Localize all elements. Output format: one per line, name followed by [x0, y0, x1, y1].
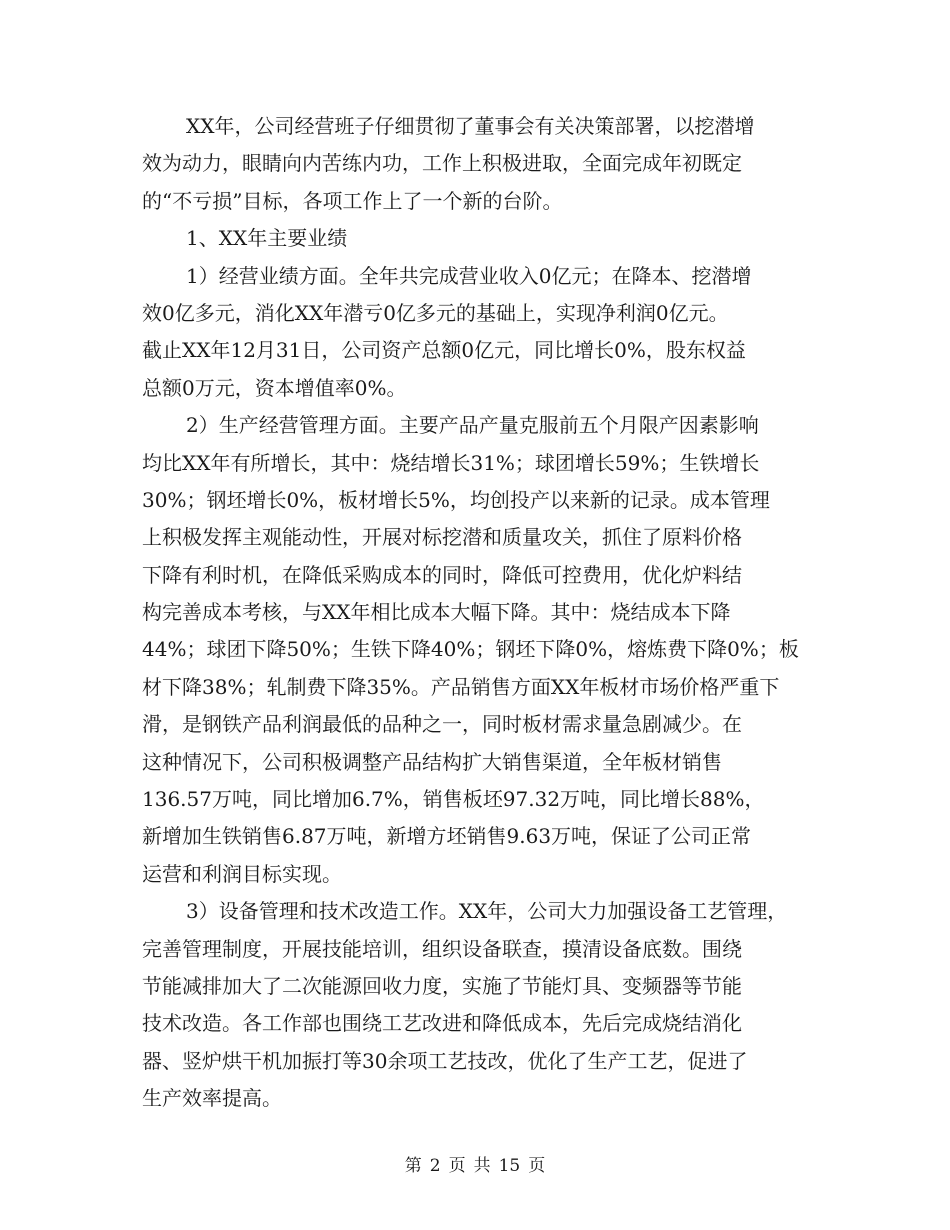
text-line: 这种情况下，公司积极调整产品结构扩大销售渠道，全年板材销售 [142, 749, 722, 774]
text-line: 截止XX年12月31日，公司资产总额0亿元，同比增长0%，股东权益 [142, 338, 746, 363]
text-line: 3）设备管理和技术改造工作。XX年，公司大力加强设备工艺管理， [186, 899, 788, 924]
text-line: 136.57万吨，同比增加6.7%，销售板坯97.32万吨，同比增长88%， [142, 787, 765, 812]
text-line: 均比XX年有所增长，其中：烧结增长31%；球团增长59%；生铁增长 [142, 450, 760, 475]
document-body [142, 108, 832, 1118]
text-line: 44%；球团下降50%；生铁下降40%；钢坯下降0%，熔炼费下降0%；板 [142, 637, 799, 662]
text-line: XX年，公司经营班子仔细贯彻了董事会有关决策部署，以挖潜增 [186, 114, 755, 138]
text-line: 材下降38%；轧制费下降35%。产品销售方面XX年板材市场价格严重下 [142, 674, 780, 699]
page-footer [0, 1154, 950, 1178]
text-line: 的“不亏损”目标，各项工作上了一个新的台阶。 [142, 188, 563, 213]
footer-label-page: 第 [404, 1156, 422, 1176]
section-heading: 1、XX年主要业绩 [186, 226, 348, 251]
footer-label-unit2: 页 [528, 1156, 546, 1176]
text-line: 技术改造。各工作部也围绕工艺改进和降低成本，先后完成烧结消化 [142, 1011, 742, 1036]
footer-label-unit: 页 [448, 1156, 466, 1176]
current-page-number: 2 [429, 1156, 441, 1176]
text-line: 1）经营业绩方面。全年共完成营业收入0亿元；在降本、挖潜增 [186, 263, 752, 288]
text-line: 效0亿多元，消化XX年潜亏0亿多元的基础上，实现净利润0亿元。 [142, 300, 729, 325]
text-line: 滑，是钢铁产品利润最低的品种之一，同时板材需求量急剧减少。在 [142, 712, 742, 737]
text-line: 总额0万元，资本增值率0%。 [142, 375, 407, 400]
text-line: 器、竖炉烘干机加振打等30余项工艺技改，优化了生产工艺，促进了 [142, 1048, 748, 1073]
text-line: 下降有利时机，在降低采购成本的同时，降低可控费用，优化炉料结 [142, 562, 742, 587]
footer-label-total: 共 [473, 1156, 491, 1176]
text-line: 效为动力，眼睛向内苦练内功，工作上积极进取，全面完成年初既定 [142, 151, 742, 176]
text-line: 运营和利润目标实现。 [142, 861, 342, 886]
text-line: 新增加生铁销售6.87万吨，新增方坯销售9.63万吨，保证了公司正常 [142, 824, 752, 849]
text-line: 完善管理制度，开展技能培训，组织设备联查，摸清设备底数。围绕 [142, 936, 742, 961]
text-line: 上积极发挥主观能动性，开展对标挖潜和质量攻关，抓住了原料价格 [142, 525, 742, 550]
text-line: 2）生产经营管理方面。主要产品产量克服前五个月限产因素影响 [186, 413, 759, 438]
total-pages-number: 15 [498, 1156, 521, 1176]
text-line: 构完善成本考核，与XX年相比成本大幅下降。其中：烧结成本下降 [142, 600, 731, 625]
text-line: 节能减排加大了二次能源回收力度，实施了节能灯具、变频器等节能 [142, 973, 742, 998]
text-line: 30%；钢坯增长0%，板材增长5%，均创投产以来新的记录。成本管理 [142, 487, 770, 512]
text-line: 生产效率提高。 [142, 1086, 282, 1111]
